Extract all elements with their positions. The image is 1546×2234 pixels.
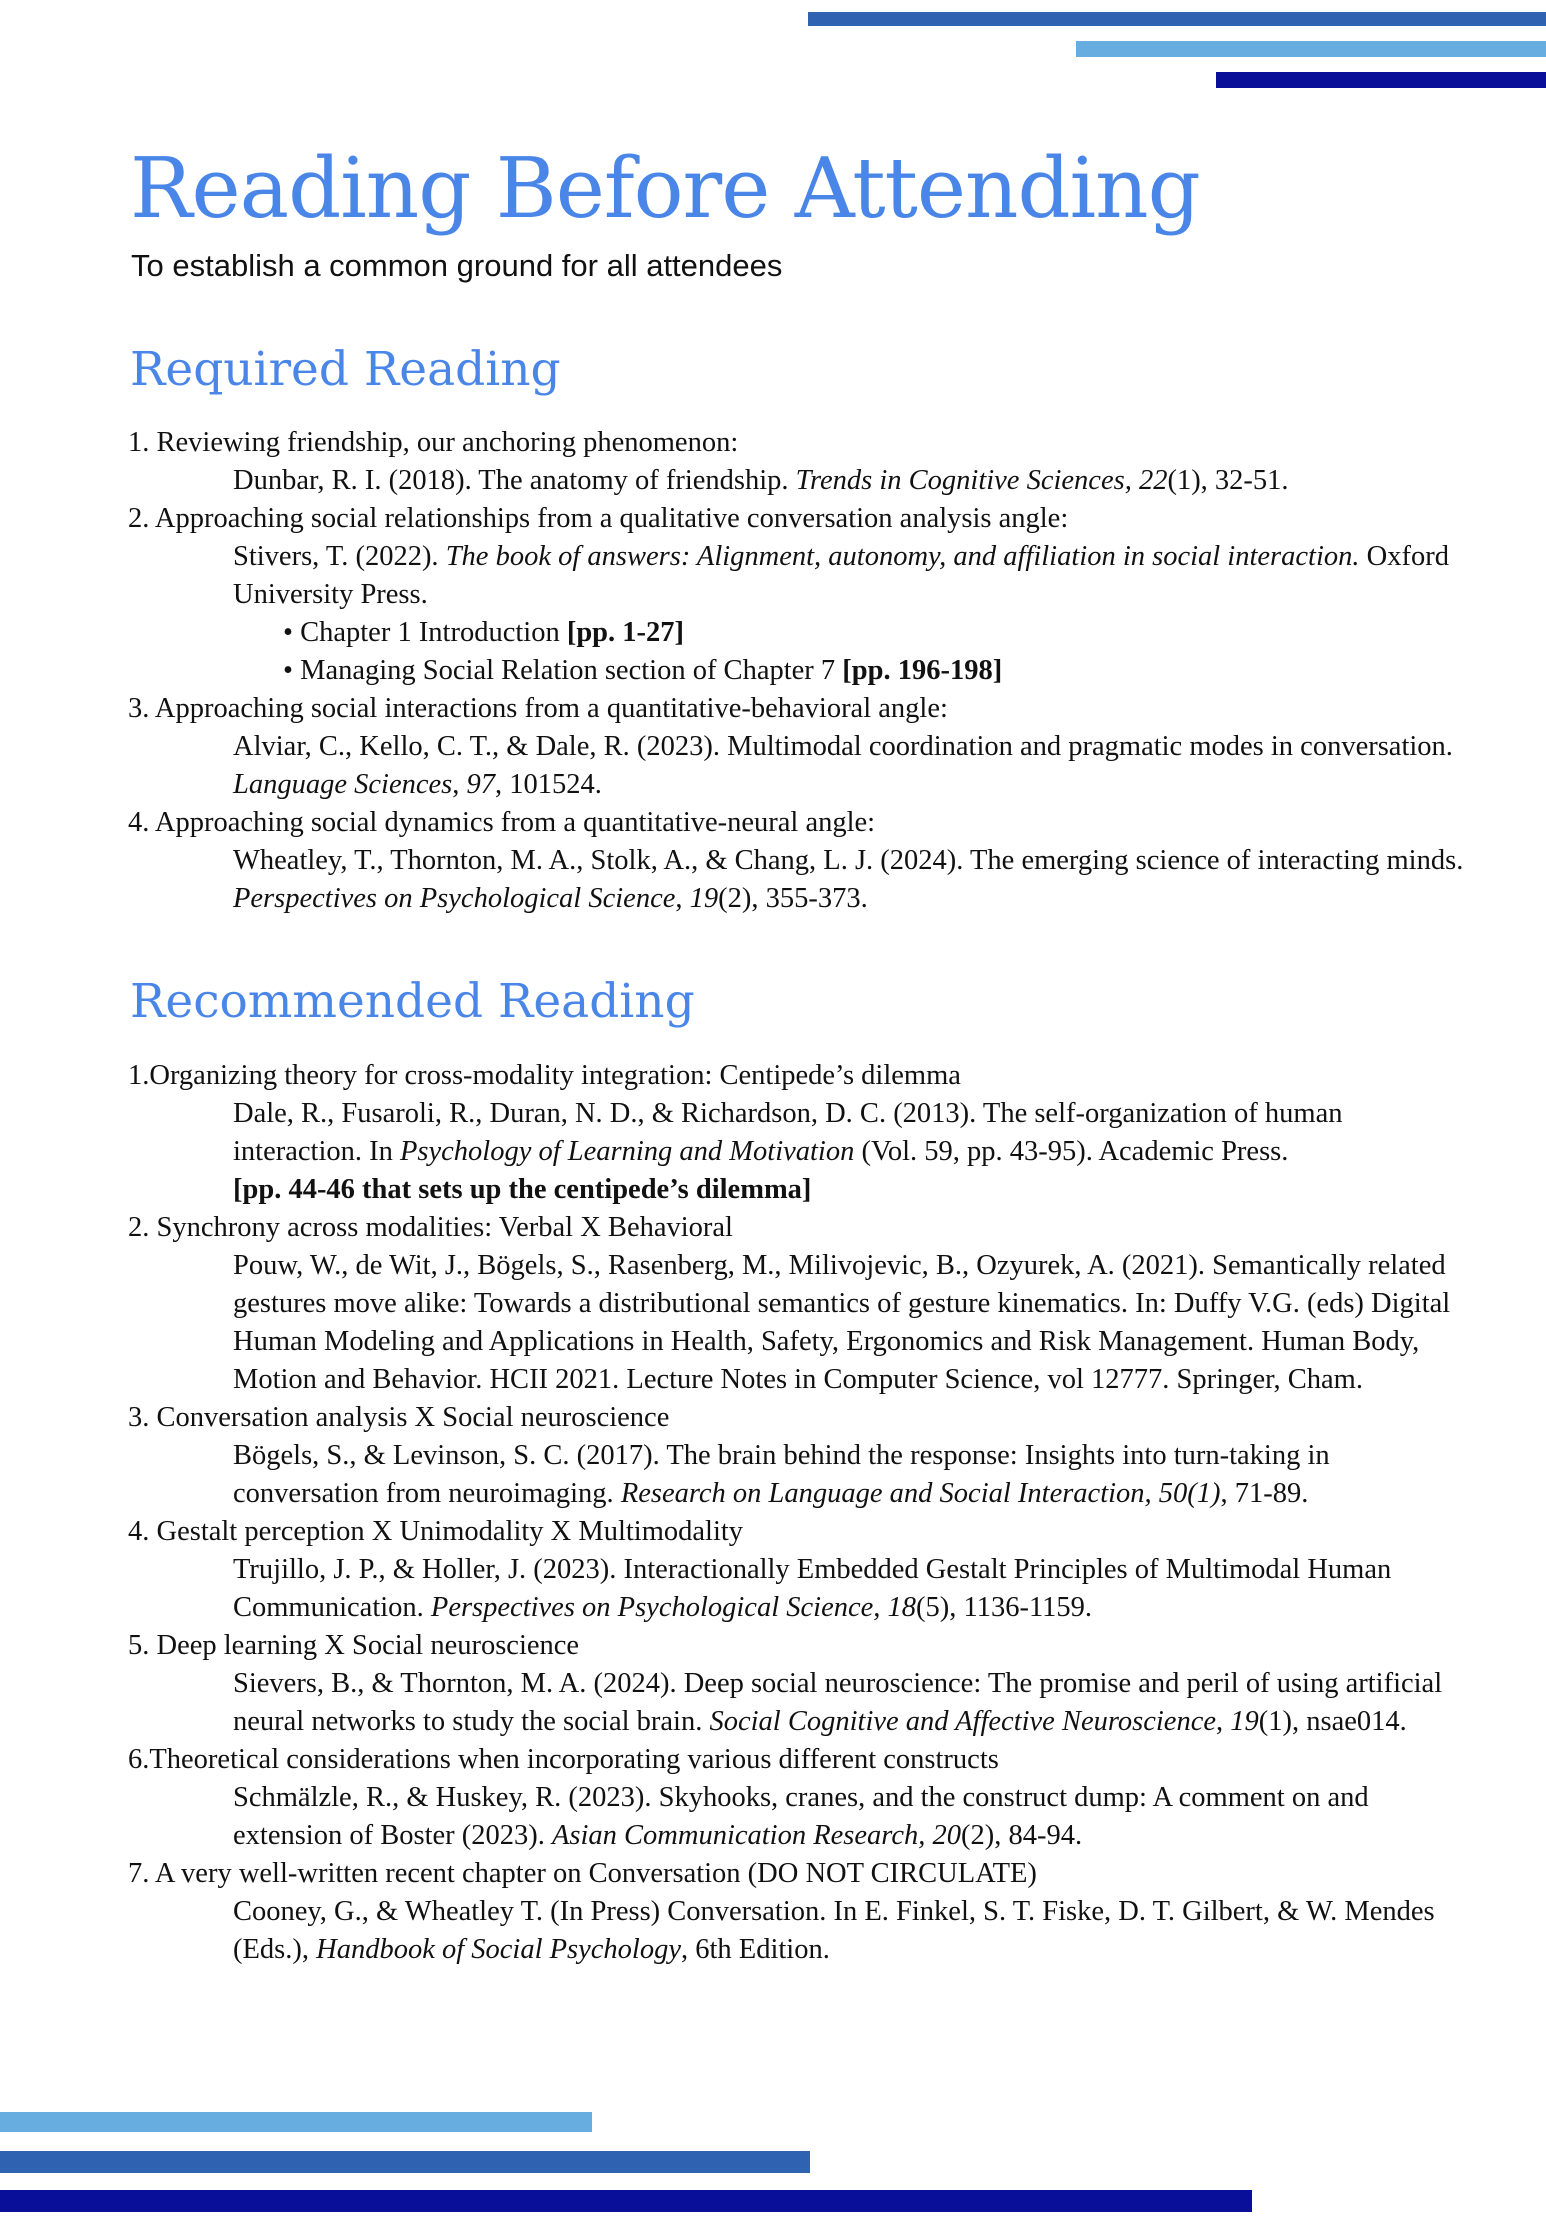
decorative-bar-top-3 [1216,72,1546,88]
chapter-bullet: • Chapter 1 Introduction [pp. 1-27] [283,617,685,648]
list-item [128,500,1468,690]
decorative-bar-bottom-1 [0,2112,592,2132]
citation: Stivers, T. (2022). The book of answers: Alignment, autonomy, and affiliation in social interaction. Oxford University Press. [233,541,1449,610]
item-heading: 3. Conversation analysis X Social neuroscience [128,1402,670,1433]
item-heading: 4. Gestalt perception X Unimodality X Multimodality [128,1516,744,1547]
list-item [128,1741,1468,1855]
list-item [128,1057,1468,1209]
citation: Trujillo, J. P., & Holler, J. (2023). Interactionally Embedded Gestalt Principles of Multimodal Human Communication. Perspectives on Psychological Science, 18(5), 1136-1159. [233,1554,1392,1623]
list-item [128,1209,1468,1399]
citation: Wheatley, T., Thornton, M. A., Stolk, A., & Chang, L. J. (2024). The emerging science of interacting minds. Perspectives on Psychological Science, 19(2), 355-373. [233,845,1464,914]
item-heading: 3. Approaching social interactions from a quantitative-behavioral angle: [128,693,948,724]
recommended-reading-list [128,1057,1468,1969]
item-heading: 2. Approaching social relationships from a qualitative conversation analysis angle: [128,503,1069,534]
item-heading: 5. Deep learning X Social neuroscience [128,1630,580,1661]
citation: Alviar, C., Kello, C. T., & Dale, R. (2023). Multimodal coordination and pragmatic modes in conversation. Language Sciences, 97, 101524. [233,731,1453,800]
decorative-bar-bottom-3 [0,2190,1252,2212]
list-item [128,1399,1468,1513]
decorative-bar-top-2 [1076,41,1546,57]
citation: Cooney, G., & Wheatley T. (In Press) Conversation. In E. Finkel, S. T. Fiske, D. T. Gilbert, & W. Mendes (Eds.), Handbook of Social Psychology, 6th Edition. [233,1896,1435,1965]
chapter-bullet: • Managing Social Relation section of Chapter 7 [pp. 196-198] [283,655,1003,686]
list-item [128,1855,1468,1969]
item-heading: 7. A very well-written recent chapter on Conversation (DO NOT CIRCULATE) [128,1858,1037,1889]
citation: Schmälzle, R., & Huskey, R. (2023). Skyhooks, cranes, and the construct dump: A comment on and extension of Boster (2023). Asian Communication Research, 20(2), 84-94. [233,1782,1369,1851]
required-reading-title: Required Reading [130,342,561,397]
list-item [128,804,1468,918]
page-title: Reading Before Attending [130,140,1200,237]
required-reading-list [128,424,1468,918]
list-item [128,1513,1468,1627]
citation: Dale, R., Fusaroli, R., Duran, N. D., & Richardson, D. C. (2013). The self-organization of human interaction. In Psychology of Learning and Motivation (Vol. 59, pp. 43-95). Academic Press. [233,1098,1343,1167]
list-item [128,424,1468,500]
page-subtitle: To establish a common ground for all attendees [131,248,783,283]
citation: Bögels, S., & Levinson, S. C. (2017). The brain behind the response: Insights into turn-taking in conversation from neuroimaging. Research on Language and Social Interaction, 50(1), 71-89. [233,1440,1330,1509]
citation: Sievers, B., & Thornton, M. A. (2024). Deep social neuroscience: The promise and peril of using artificial neural networks to study the social brain. Social Cognitive and Affective Neuroscience, 19(1), nsae014. [233,1668,1443,1737]
recommended-reading-title: Recommended Reading [130,974,695,1029]
list-item [128,690,1468,804]
item-heading: 4. Approaching social dynamics from a quantitative-neural angle: [128,807,876,838]
item-heading: 6.Theoretical considerations when incorporating various different constructs [128,1744,999,1775]
page-note: [pp. 44-46 that sets up the centipede’s dilemma] [233,1174,812,1205]
decorative-bar-top-1 [808,12,1546,26]
item-heading: 1. Reviewing friendship, our anchoring phenomenon: [128,427,739,458]
item-heading: 1.Organizing theory for cross-modality integration: Centipede’s dilemma [128,1060,961,1091]
item-heading: 2. Synchrony across modalities: Verbal X Behavioral [128,1212,733,1243]
list-item [128,1627,1468,1741]
citation: Pouw, W., de Wit, J., Bögels, S., Rasenberg, M., Milivojevic, B., Ozyurek, A. (2021). Semantically related gestures move alike: Towards a distributional semantics of gesture kinematics. In: Duffy V.G. (eds) Digital Human Modeling and Applications in Health, Safety, Ergonomics and Risk Management. Human Body, Motion and Behavior. HCII 2021. Lecture Notes in Computer Science, vol 12777. Springer, Cham. [233,1250,1451,1395]
citation: Dunbar, R. I. (2018). The anatomy of friendship. Trends in Cognitive Sciences, 22(1), 32-51. [233,465,1289,496]
decorative-bar-bottom-2 [0,2151,810,2173]
